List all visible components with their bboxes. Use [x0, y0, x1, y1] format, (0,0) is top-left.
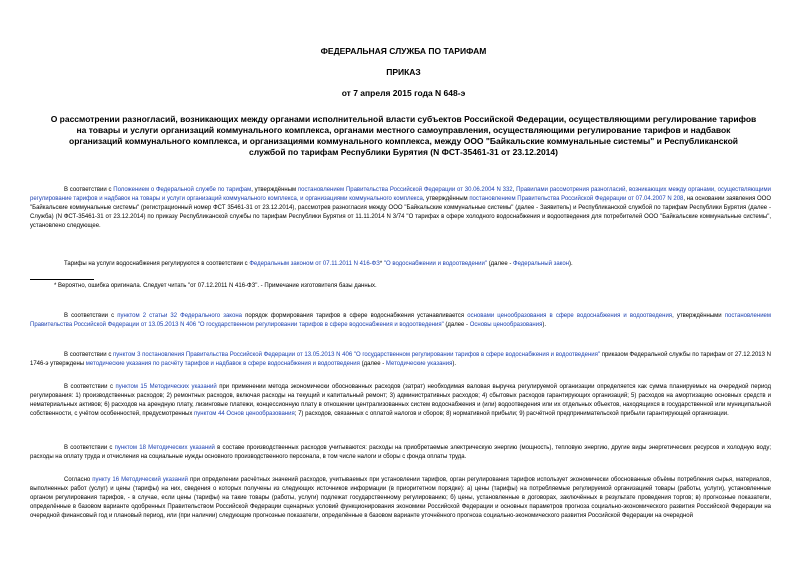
- text: В соответствии с: [64, 384, 116, 390]
- text: В соответствии с: [64, 313, 118, 319]
- document-date-number: от 7 апреля 2015 года N 648-э: [341, 88, 466, 98]
- paragraph-4: [30, 351, 771, 369]
- link-article-32[interactable]: пунктом 2 статьи 32 Федерального закона: [117, 313, 242, 319]
- text: ).: [542, 322, 547, 328]
- link-federal-law-416[interactable]: Федеральным законом от 07.11.2011 N 416-ФЗ: [249, 261, 380, 267]
- text: Тарифы на услуги водоснабжения регулируются в соответствии с: [64, 261, 250, 267]
- paragraph-3: [30, 312, 771, 330]
- link-methodical-guidelines-short[interactable]: Методические указания: [385, 361, 453, 367]
- paragraph-1: [30, 186, 771, 231]
- paragraph-7: [30, 476, 771, 521]
- text: В соответствии с: [64, 187, 114, 193]
- text: *: [379, 261, 384, 267]
- footnote-text: * Вероятно, ошибка оригинала. Следует читать "от 07.12.2011 N 416-ФЗ". - Примечание изготовителя базы данных.: [54, 283, 377, 289]
- link-guidelines-item-16[interactable]: пункту 16 Методический указаний: [92, 477, 188, 483]
- link-water-supply-law[interactable]: "О водоснабжении и водоотведении": [383, 261, 488, 267]
- footnote: [30, 282, 771, 291]
- link-guidelines-item-15[interactable]: пунктом 15 Методических указаний: [115, 384, 217, 390]
- text: (далее -: [487, 261, 514, 267]
- text: , на основании заявления ООО "Байкальские коммунальные системы" (регистрационный номер ФСТ 35461-31 от 23.12.2014), рассмотрев разногласия между ООО "Байкальские коммунальные системы" (далее - Заявитель) и Республиканской службой по тарифам Республики Бурятия (далее - Служба) (N ФСТ-35461-31 от 23.12.2014) по приказу Республиканской службы по тарифам Республики Бурятия от 11.11.2014 N 3/74 "О тарифах в сфере холодного водоснабжения и водоотведения для потребителей ООО "Байкальские коммунальные системы", установлено следующее.: [30, 196, 771, 229]
- link-decree-406[interactable]: постановлением Правительства Российской Федерации от 13.05.2013 N 406 "О государственном регулировании тарифов в сфере водоснабжения и водоотведения": [30, 313, 772, 328]
- link-basics-item-44[interactable]: пунктом 44 Основ ценообразования: [194, 411, 295, 417]
- link-guidelines-item-18[interactable]: пунктом 18 Методических указаний: [114, 445, 215, 451]
- paragraph-5: [30, 383, 771, 419]
- agency-heading: ФЕДЕРАЛЬНАЯ СЛУЖБА ПО ТАРИФАМ: [320, 46, 487, 56]
- text: ).: [452, 361, 457, 367]
- link-pricing-basics[interactable]: основами ценообразования в сфере водоснабжения и водоотведения: [467, 313, 673, 319]
- text: при определении расчётных значений расходов, учитываемых при установлении тарифов, орган регулирования тарифов использует экономически обоснованные объёмы потребления сырья, материалов, выполненных работ (услуг) и цены (тарифы) на них, сведения о которых получены из следующих источников информации (в приоритетном порядке): а) цены (тарифы) на потребляемые регулируемой организацией товары (работы, услуги), установленные органом регулирования тарифов, - в случае, если цены (тарифы) на такие товары (работы, услуги) подлежат государственному регулированию; б) цены, установленные в договорах, заключённых в результате проведения торгов; в) прогнозные показатели, определённые в базовом варианте одобренных Правительством Российской Федерации сценарных условий функционирования экономики Российской Федерации и основных параметров прогноза социально-экономического развития Российской Федерации на очередной финансовый год и плановый период, или (при наличии) следующие прогнозные показатели, определённые в базовом варианте уточнённого прогноза социально-экономического развития Российской Федерации на очередной: [30, 477, 771, 519]
- text: ,: [512, 187, 517, 193]
- text: порядок формирования тарифов в сфере водоснабжения устанавливается: [242, 313, 468, 319]
- text: , утверждённым: [422, 196, 470, 202]
- link-decree-406-item-3[interactable]: пунктом 3 постановления Правительства Российской Федерации от 13.05.2013 N 406 "О государственном регулировании тарифов в сфере водоснабжения и водоотведения": [113, 352, 601, 358]
- text: ; 7) расходов, связанных с оплатой налогов и сборов; 8) нормативной прибыли; 9) расчётной предпринимательской прибыли гарантирующей организации.: [294, 411, 729, 417]
- link-regulation-fst[interactable]: Положением о Федеральной службе по тарифам: [113, 187, 252, 193]
- text: В соответствии с: [64, 352, 114, 358]
- paragraph-6: [30, 444, 771, 462]
- text: ).: [569, 261, 573, 267]
- paragraph-2: [30, 260, 771, 269]
- text: В соответствии с: [64, 445, 115, 451]
- document-type-heading: ПРИКАЗ: [386, 67, 421, 77]
- link-methodical-guidelines[interactable]: методические указания по расчёту тарифов и надбавок в сфере водоснабжения и водоотведения: [85, 361, 360, 367]
- text: приказом Федеральной службы по тарифам от 27.12.2013 N 1746-э утверждены: [30, 352, 771, 367]
- document-title: О рассмотрении разногласий, возникающих между органами исполнительной власти субъектов Российской Федерации, осуществляющими регулирование тарифов на товары и услуги организаций коммунального комплекса, органами местного самоуправления, осуществляющими регулирование тарифов и надбавок организаций коммунального комплекса, и организациями коммунального комплекса, между ООО "Байкальские коммунальные системы" и Республиканской службой по тарифам Республики Бурятия (N ФСТ-35461-31 от 23.12.2014): [50, 114, 757, 157]
- text: при применении метода экономически обоснованных расходов (затрат) необходимая валовая выручка регулируемой организации определяется как сумма планируемых на очередной период регулирования: 1) производственных расходов; 2) ремонтных расходов, включая расходы на текущий и капитальный ремонт; 3) административных расходов; 4) сбытовых расходов гарантирующих организаций; 5) расходов на амортизацию основных средств и нематериальных активов; 6) расходов на арендную плату, лизинговые платежи, концессионную плату в отношении централизованных систем водоснабжения и (или) водоотведения или их отдельных объектов, находящихся в государственной или муниципальной собственности, с учётом особенностей, предусмотренных: [30, 384, 772, 417]
- text: (далее -: [443, 322, 470, 328]
- text: (далее -: [359, 361, 386, 367]
- text: , утверждёнными: [672, 313, 725, 319]
- link-pricing-basics-short[interactable]: Основы ценообразования: [469, 322, 543, 328]
- link-federal-law-short[interactable]: Федеральный закон: [513, 261, 570, 267]
- footnote-divider: [30, 279, 94, 280]
- text: , утверждённым: [251, 187, 298, 193]
- link-dispute-rules[interactable]: Правилами рассмотрения разногласий, возникающих между органами, осуществляющими регулирование тарифов и надбавок на товары и услуги организаций коммунального комплекса, и организациями коммунального комплекса: [30, 187, 771, 202]
- link-decree-208[interactable]: постановлением Правительства Российской Федерации от 07.04.2007 N 208: [469, 196, 684, 202]
- text: Согласно: [64, 477, 93, 483]
- link-decree-332[interactable]: постановлением Правительства Российской Федерации от 30.06.2004 N 332: [297, 187, 513, 193]
- text: в составе производственных расходов учитываются: расходы на приобретаемые электрическую энергию (мощность), тепловую энергию, другие виды энергетических ресурсов и холодную воду; расходы на оплату труда и отчисления на социальные нужды основного производственного персонала, в том числе налоги и сборы с фонда оплаты труда.: [30, 445, 772, 460]
